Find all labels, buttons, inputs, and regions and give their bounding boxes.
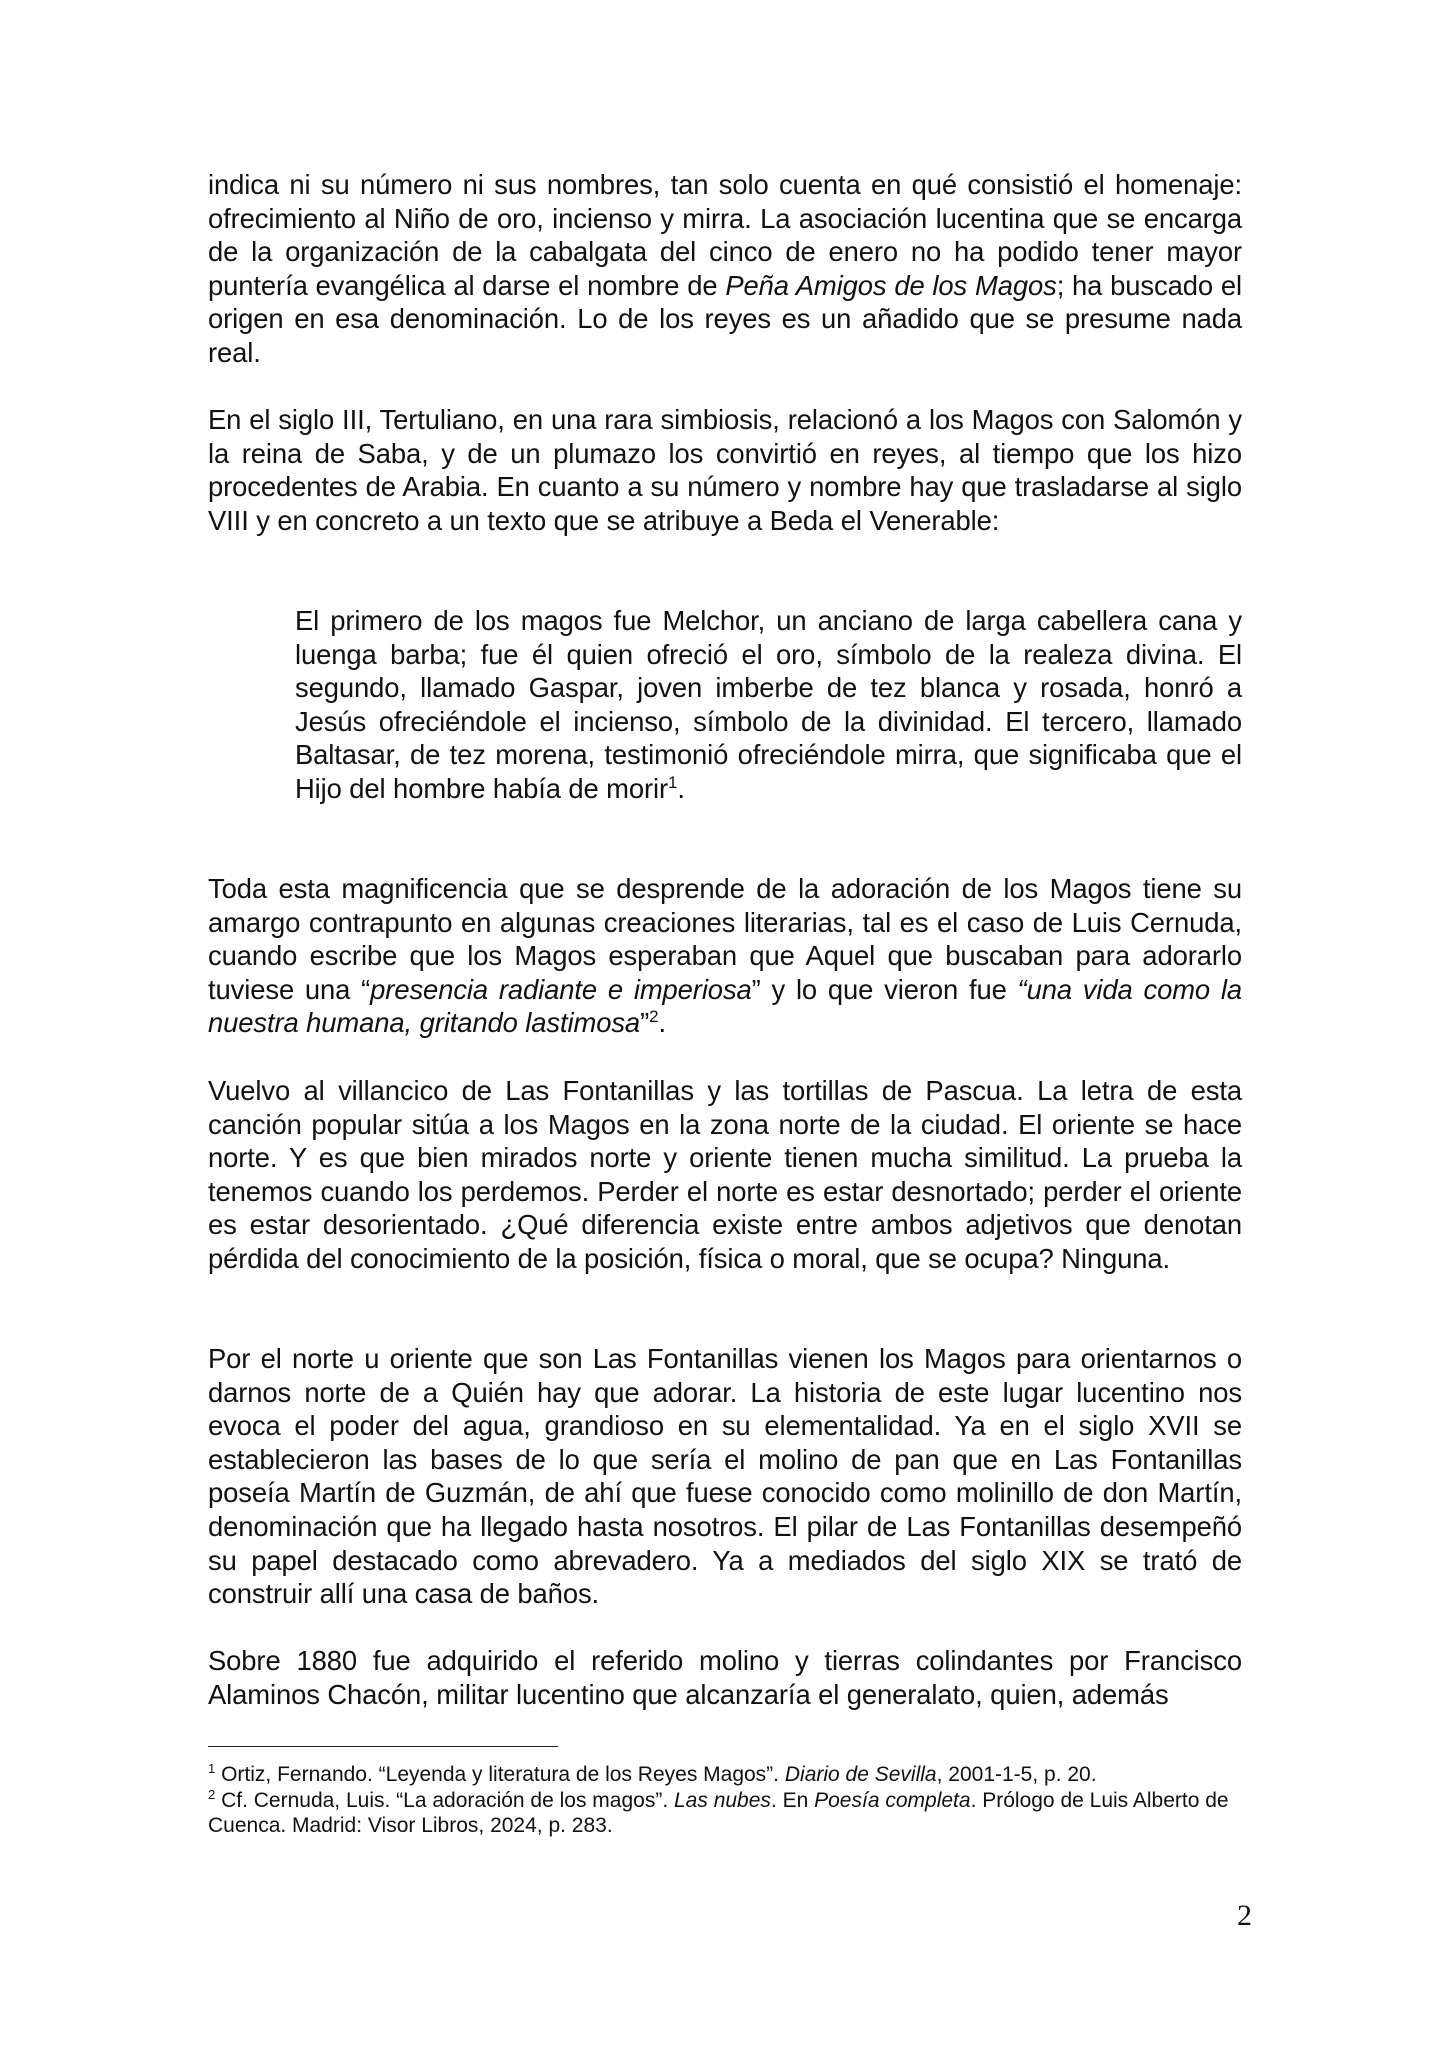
paragraph-cernuda	[208, 872, 1242, 1040]
italic-text-run: presencia radiante e imperiosa	[370, 973, 752, 1005]
page-number: 2	[1237, 1899, 1252, 1932]
text-run: Ortiz, Fernando. “Leyenda y literatura de los Reyes Magos”.	[215, 1763, 785, 1786]
footnote-number: 1	[208, 1761, 216, 1777]
text-run: . Prólogo de Luis Alberto de Cuenca. Madrid: Visor Libros, 2024, p. 283.	[208, 1788, 1229, 1837]
text-run: .	[677, 772, 685, 804]
footnote-1	[208, 1762, 1242, 1788]
footnote-2	[208, 1788, 1242, 1839]
italic-text-run: Poesía completa	[814, 1788, 971, 1812]
footnotes	[208, 1762, 1242, 1839]
paragraph-fontanillas	[208, 1342, 1242, 1611]
text-run: ; ha buscado el origen en esa denominación. Lo de los reyes es un añadido que se presume nada real.	[208, 269, 1242, 368]
italic-text-run: Diario de Sevilla	[784, 1763, 937, 1786]
italic-text-run: Las nubes	[674, 1788, 771, 1812]
footnote-separator	[208, 1746, 558, 1747]
text-run: Cf. Cernuda, Luis. “La adoración de los magos”.	[215, 1788, 674, 1812]
paragraph-villancico	[208, 1074, 1242, 1276]
text-run: ” y lo que vieron fue	[751, 973, 1018, 1005]
footnote-reference-2[interactable]: 2	[649, 1007, 659, 1027]
text-run: . En	[770, 1788, 815, 1812]
footnote-number: 2	[208, 1786, 216, 1802]
italic-text-run: Peña Amigos de los Magos	[725, 269, 1057, 301]
italic-text-run: “una vida como la nuestra humana, gritando lastimosa	[208, 973, 1242, 1039]
text-run: En el siglo III, Tertuliano, en una rara simbiosis, relacionó a los Magos con Salomón y la reina de Saba, y de un plumazo los convirtió en reyes, al tiempo que los hizo procedentes de Arabia. En cuanto a su número y nombre hay que trasladarse al siglo VIII y en concreto a un texto que se atribuye a Beda el Venerable:	[208, 404, 1242, 536]
paragraph-magos-homenaje	[208, 168, 1242, 370]
text-run: , 2001-1-5, p. 20.	[936, 1763, 1097, 1786]
footnote-reference-1[interactable]: 1	[668, 772, 678, 792]
block-quote-beda	[295, 604, 1242, 806]
text-run: Toda esta magnificencia que se desprende de la adoración de los Magos tiene su amargo contrapunto en algunas creaciones literarias, tal es el caso de Luis Cernuda, cuando escribe que los Magos esperaban que Aquel que buscaban para adorarlo tuviese una “	[208, 873, 1242, 1005]
text-run: Vuelvo al villancico de Las Fontanillas y las tortillas de Pascua. La letra de esta canción popular sitúa a los Magos en la zona norte de la ciudad. El oriente se hace norte. Y es que bien mirados norte y oriente tienen mucha similitud. La prueba la tenemos cuando los perdemos. Perder el norte es estar desnortado; perder el oriente es estar desorientado. ¿Qué diferencia existe entre ambos adjetivos que denotan pérdida del conocimiento de la posición, física o moral, que se ocupa? Ninguna.	[208, 1075, 1242, 1274]
text-run: El primero de los magos fue Melchor, un anciano de larga cabellera cana y luenga barba; fue él quien ofreció el oro, símbolo de la realeza divina. El segundo, llamado Gaspar, joven imberbe de tez blanca y rosada, honró a Jesús ofreciéndole el incienso, símbolo de la divinidad. El tercero, llamado Baltasar, de tez morena, testimonió ofreciéndole mirra, que significaba que el Hijo del hombre había de morir	[295, 605, 1242, 804]
text-run: Sobre 1880 fue adquirido el referido molino y tierras colindantes por Francisco Alaminos Chacón, militar lucentino que alcanzaría el generalato, quien, además	[208, 1645, 1242, 1710]
text-run: .	[658, 1007, 666, 1039]
text-run: ”	[640, 1007, 650, 1039]
text-run: indica ni su número ni sus nombres, tan solo cuenta en qué consistió el homenaje: ofrecimiento al Niño de oro, incienso y mirra. La asociación lucentina que se encarga de la organización de la cabalgata del cinco de enero no ha podido tener mayor puntería evangélica al darse el nombre de	[208, 169, 1242, 301]
paragraph-alaminos	[208, 1644, 1242, 1711]
text-run: Por el norte u oriente que son Las Fontanillas vienen los Magos para orientarnos o darnos norte de a Quién hay que adorar. La historia de este lugar lucentino nos evoca el poder del agua, grandioso en su elementalidad. Ya en el siglo XVII se establecieron las bases de lo que sería el molino de pan que en Las Fontanillas poseía Martín de Guzmán, de ahí que fuese conocido como molinillo de don Martín, denominación que ha llegado hasta nosotros. El pilar de Las Fontanillas desempeñó su papel destacado como abrevadero. Ya a mediados del siglo XIX se trató de construir allí una casa de baños.	[208, 1343, 1242, 1610]
paragraph-tertuliano	[208, 403, 1242, 537]
